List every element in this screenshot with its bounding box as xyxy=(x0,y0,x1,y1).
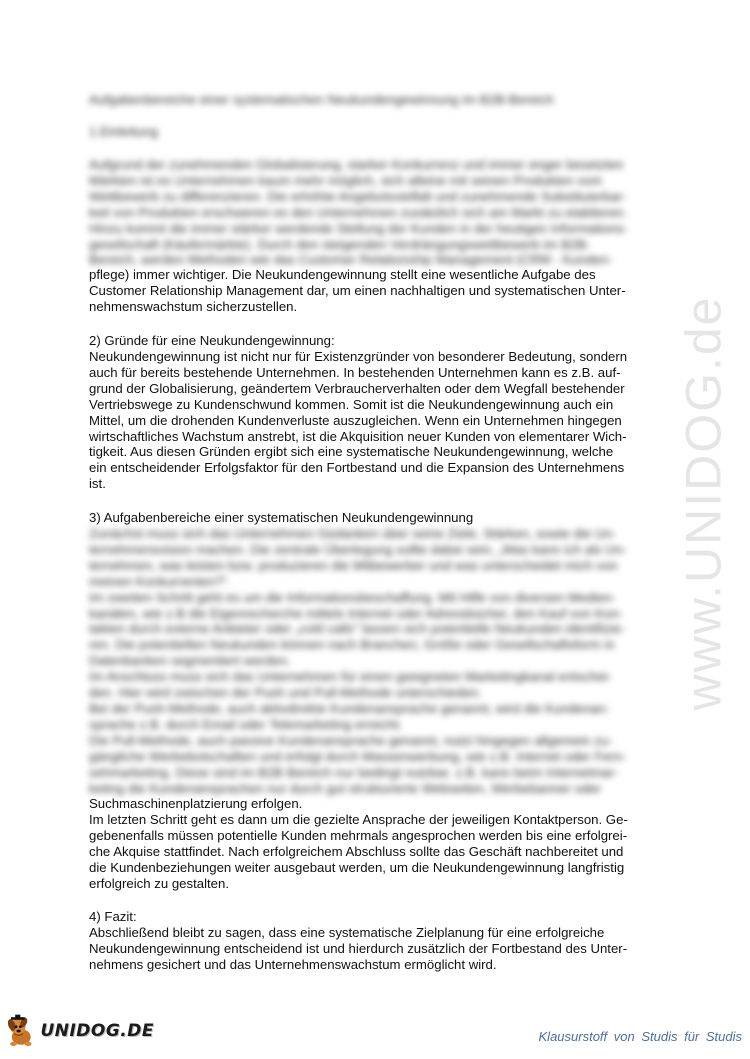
text-line: Zunächst muss sich das Unternehmen Gedanken über seine Ziele, Stärken, sowie die Un- xyxy=(89,526,617,541)
text-line: Im letzten Schritt geht es dann um die gezielte Ansprache der jeweiligen Kontaktperson. Ge- xyxy=(89,811,628,827)
text-line: auch für bereits bestehende Unternehmen. In bestehenden Unternehmen kann es z.B. auf- xyxy=(89,364,621,380)
text-line: den. Hier wird zwischen der Push und Pull-Methode unterschieden. xyxy=(89,685,482,701)
text-line: keit von Produkten erschweren es den Unternehmen zusätzlich sich am Markt zu etablieren. xyxy=(89,204,628,220)
text-line: gängliche Werbebotschaften und erfolgt durch Massenwerbung, wie z.B. Internet oder Fern- xyxy=(89,748,627,764)
text-line: Customer Relationship Management dar, um einen nachhaltigen und systematischen Unter- xyxy=(89,282,626,298)
text-line: che Akquise stattfindet. Nach erfolgreichem Abschluss sollte das Geschäft nachbereitet und xyxy=(89,843,624,859)
section-3-blurred-text xyxy=(89,526,661,796)
text-line: tigkeit. Aus diesen Gründen ergibt sich eine systematische Neukundengewinnung, welche xyxy=(89,444,614,460)
text-line: Suchmaschinenplatzierung erfolgen. xyxy=(89,796,303,811)
section-1-blurred-text xyxy=(89,157,661,268)
text-line: Neukundengewinnung entscheidend ist und hierdurch zusätzlich der Fortbestand des Unter- xyxy=(89,940,628,956)
text-line: Märkten ist es Unternehmen kaum mehr möglich, sich alleine mit seinen Produkten vom xyxy=(89,172,603,188)
logo-text: UNIDOG.DE xyxy=(40,1021,154,1041)
dog-mascot-icon xyxy=(4,1011,38,1051)
text-line: Bereich, werden Methoden wie das Customer Relationship Management (CRM - Kunden- xyxy=(89,252,613,268)
text-line: die Kundenbeziehungen weiter ausgebaut werden, um die Neukundengewinnung langfristig xyxy=(89,859,625,875)
text-line: ist. xyxy=(89,476,106,492)
section-2-text xyxy=(89,349,661,492)
text-line: Wettbewerb zu differenzieren. Die erhöhte Angebotsvielfalt und zunehmende Substituierbar- xyxy=(89,188,627,204)
text-line: gebenenfalls müssen potentielle Kunden mehrmals angesprochen werden bis eine erfolgrei- xyxy=(89,827,628,843)
section-1-text xyxy=(89,267,661,315)
watermark-text: www.UNIDOG.de xyxy=(675,295,731,711)
section-4-heading: 4) Fazit: xyxy=(89,909,137,924)
watermark xyxy=(668,268,738,738)
text-line: Abschließend bleibt zu sagen, dass eine systematische Zielplanung für eine erfolgreiche xyxy=(89,925,605,940)
text-line: Hinzu kommt die immer stärker werdende Stellung der Kunden in der heutigen Informations- xyxy=(89,220,628,236)
unidog-logo[interactable] xyxy=(4,1011,154,1051)
text-line: meinen Konkurrenten?". xyxy=(89,573,231,589)
text-line: ternehmen, was leisten bzw. produzieren die Mitbewerber und was unterscheidet mich von xyxy=(89,557,618,573)
text-line: grund der Globalisierung, geändertem Verbraucherverhalten oder dem Wegfall bestehender xyxy=(89,380,625,396)
text-line: Aufgrund der zunehmenden Globalisierung, starker Konkurrenz und immer enger besetzten xyxy=(89,157,624,172)
section-1-heading: 1.Einleitung xyxy=(89,124,158,139)
text-line: sprache z.B. durch Email oder Telemarketing erreicht. xyxy=(89,716,403,732)
text-line: Vertriebswege zu Kundenschwund kommen. Somit ist die Neukundengewinnung auch ein xyxy=(89,396,614,412)
section-4-text xyxy=(89,925,661,973)
document-title: Aufgabenbereiche einer systematischen Neukundengewinnung im B2B-Bereich xyxy=(89,92,554,107)
text-line: Im zweiten Schritt geht es um die Informationsbeschaffung. Mit Hilfe von diversen Medien- xyxy=(89,589,616,605)
text-line: keting die Kundenansprachen nur durch gut strukturierte Webseiten, Werbebanner oder xyxy=(89,780,601,796)
section-2-heading: 2) Gründe für eine Neukundengewinnung: xyxy=(89,333,335,348)
text-line: Datenbanken segmentiert werden. xyxy=(89,653,291,669)
text-line: ren. Die potentiellen Neukunden können nach Branchen, Größe oder Gesellschaftsform in xyxy=(89,637,615,653)
text-line: Die Pull-Methode, auch passive Kundenansprache genannt, nutzt hingegen allgemein zu- xyxy=(89,732,613,748)
text-line: kanälen, wie z.B die Eigenrecherche mittels Internet oder Adressbücher, den Kauf von Kon- xyxy=(89,605,623,621)
text-line: nehmens gesichert und das Unternehmenswachstum ermöglicht wird. xyxy=(89,956,497,972)
text-line: takten durch externe Anbieter oder „cold calls" lassen sich potentielle Neukunden identifizie- xyxy=(89,621,626,637)
text-line: Mittel, um die drohenden Kundenverluste auszugleichen. Wenn ein Unternehmen hingegen xyxy=(89,412,622,428)
footer-tagline: Klausurstoff von Studis für Studis xyxy=(538,1029,742,1044)
text-line: wirtschaftliches Wachstum anstrebt, ist die Akquisition neuer Kunden von elementarer Wich- xyxy=(89,428,627,444)
text-line: ein entscheidender Erfolgsfaktor für den Fortbestand und die Expansion des Unternehmens xyxy=(89,460,625,476)
text-line: nehmenswachstum sicherzustellen. xyxy=(89,298,298,314)
section-3-heading: 3) Aufgabenbereiche einer systematischen Neukundengewinnung xyxy=(89,510,474,525)
text-line: sehmarketing. Diese sind im B2B Bereich nur bedingt nutzbar. z.B. kann beim Internetmar- xyxy=(89,764,619,780)
text-line: pflege) immer wichtiger. Die Neukundengewinnung stellt eine wesentliche Aufgabe des xyxy=(89,267,596,282)
text-line: gesellschaft (Käufermärkte). Durch den steigenden Verdrängungswettbewerb im B2B- xyxy=(89,236,591,252)
text-line: Neukundengewinnung ist nicht nur für Existenzgründer von besonderer Bedeutung, sondern xyxy=(89,349,628,364)
text-line: Im Anschluss muss sich das Unternehmen für einen geeigneten Marketingkanal entschei- xyxy=(89,669,612,685)
text-line: erfolgreich zu gestalten. xyxy=(89,875,230,891)
section-3-text xyxy=(89,796,661,891)
text-line: Bei der Push-Methode, auch aktivdirekte Kundenansprache genannt, wird die Kundenan- xyxy=(89,700,610,716)
text-line: ternehmensvision machen. Die zentrale Überlegung sollte dabei sein, „Was kann ich als Un- xyxy=(89,541,627,557)
